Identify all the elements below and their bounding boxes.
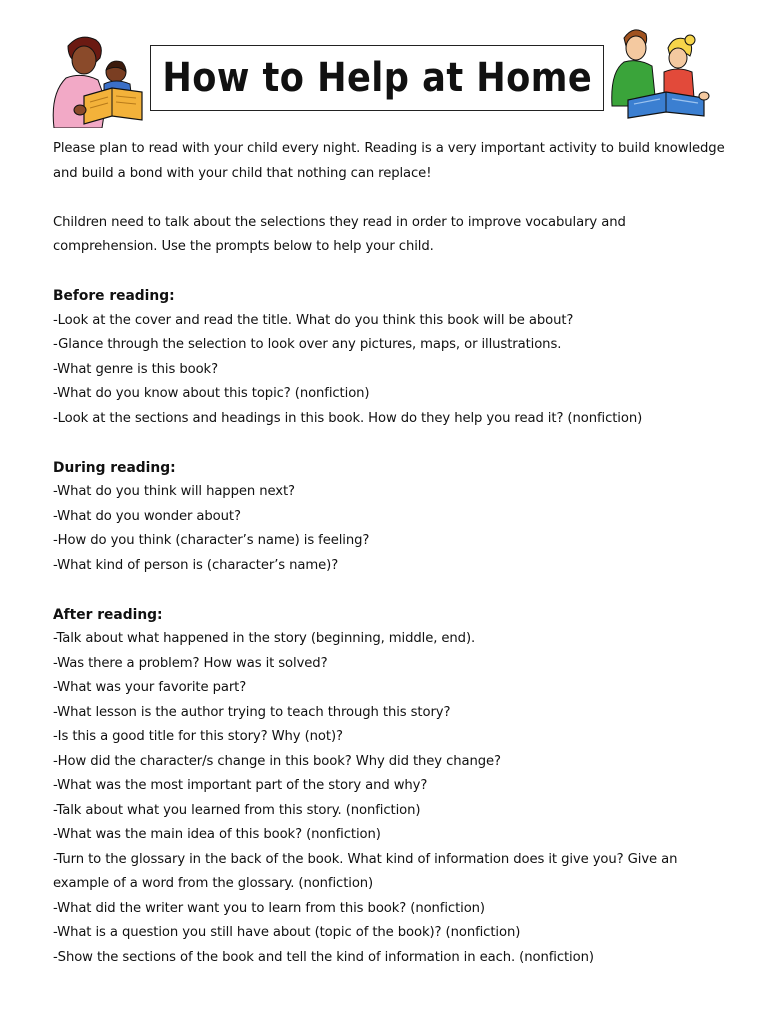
list-item: - What genre is this book? (53, 358, 733, 383)
section-during-reading (53, 456, 733, 579)
section-before-reading (53, 284, 733, 431)
list-item: - Show the sections of the book and tell the kind of information in each. (nonfiction) (53, 946, 733, 971)
page-title: How to Help at Home (162, 55, 592, 101)
list-item: - Is this a good title for this story? Why (not)? (53, 725, 733, 750)
list-item: - What was your favorite part? (53, 676, 733, 701)
list-item: - How did the character/s change in this book? Why did they change? (53, 750, 733, 775)
prompt-list (53, 309, 733, 432)
list-item: - Talk about what happened in the story (beginning, middle, end). (53, 627, 733, 652)
section-heading: During reading: (53, 459, 176, 476)
list-item: - Turn to the glossary in the back of the book. What kind of information does it give you? Give an example of a word from the glossary. (nonfiction) (53, 848, 733, 897)
list-item: - What do you know about this topic? (nonfiction) (53, 382, 733, 407)
intro-paragraph-2: Children need to talk about the selections they read in order to improve vocabulary and comprehension. Use the prompts below to help your child. (53, 214, 626, 254)
document-body (53, 137, 733, 970)
list-item: - What did the writer want you to learn from this book? (nonfiction) (53, 897, 733, 922)
page-header (0, 0, 768, 135)
mother-reading-to-child-illustration (46, 32, 148, 128)
section-after-reading (53, 603, 733, 971)
list-item: - Look at the cover and read the title. What do you think this book will be about? (53, 309, 733, 334)
list-item: - What kind of person is (character’s name)? (53, 554, 733, 579)
list-item: - What do you wonder about? (53, 505, 733, 530)
intro-paragraph-1: Please plan to read with your child every night. Reading is a very important activity to build knowledge and build a bond with your child that nothing can replace! (53, 141, 725, 181)
prompt-list (53, 480, 733, 578)
prompt-list (53, 627, 733, 970)
title-box (150, 45, 604, 111)
list-item: - What is a question you still have about (topic of the book)? (nonfiction) (53, 921, 733, 946)
list-item: - Was there a problem? How was it solved? (53, 652, 733, 677)
father-reading-to-child-illustration (608, 26, 712, 122)
section-heading: After reading: (53, 606, 163, 623)
list-item: - What was the most important part of the story and why? (53, 774, 733, 799)
list-item: - Glance through the selection to look over any pictures, maps, or illustrations. (53, 333, 733, 358)
list-item: - What do you think will happen next? (53, 480, 733, 505)
list-item: - Talk about what you learned from this story. (nonfiction) (53, 799, 733, 824)
list-item: - What was the main idea of this book? (nonfiction) (53, 823, 733, 848)
list-item: - Look at the sections and headings in this book. How do they help you read it? (nonfiction) (53, 407, 733, 432)
list-item: - What lesson is the author trying to teach through this story? (53, 701, 733, 726)
section-heading: Before reading: (53, 288, 175, 304)
list-item: - How do you think (character’s name) is feeling? (53, 529, 733, 554)
